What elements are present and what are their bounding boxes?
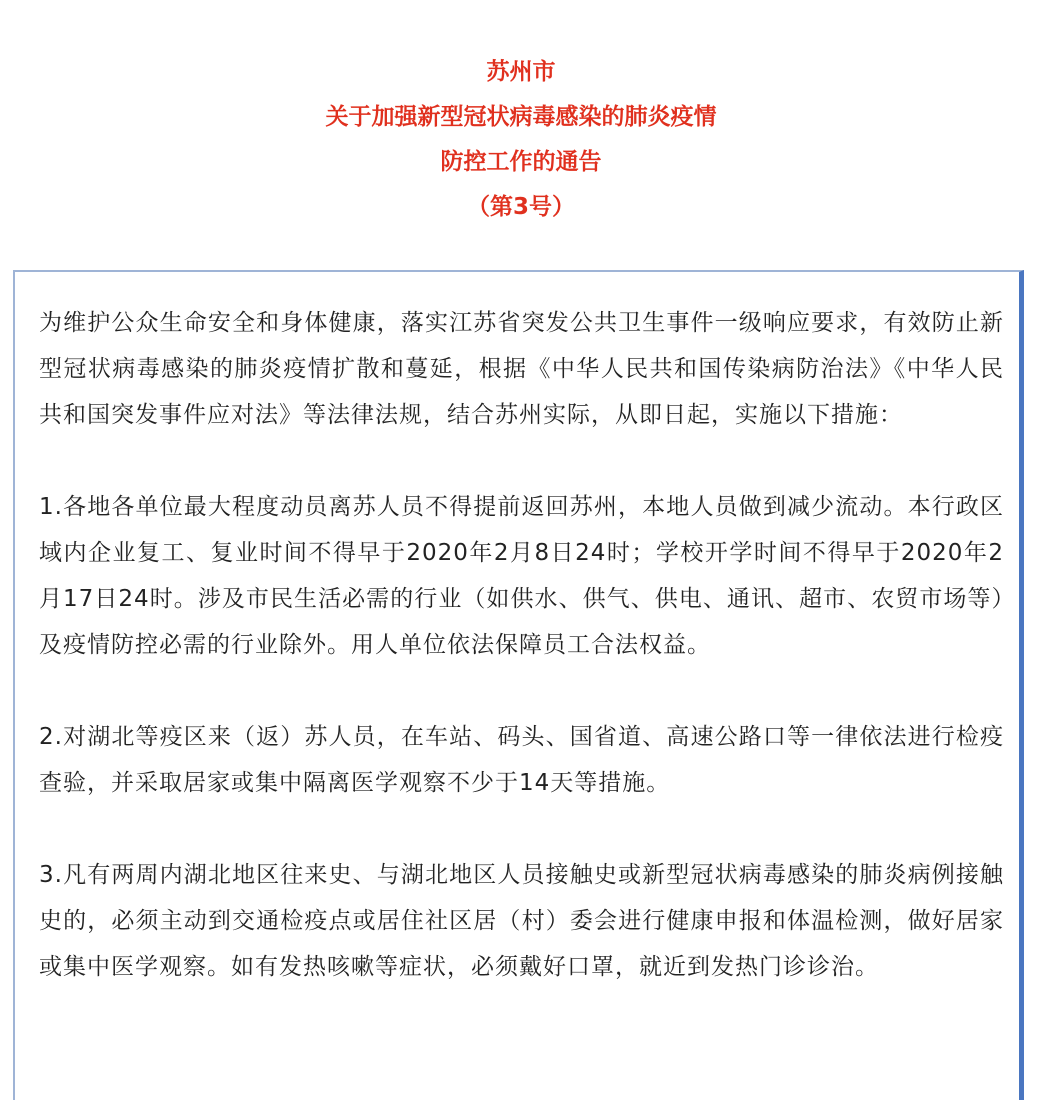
intro-paragraph: 为维护公众生命安全和身体健康，落实江苏省突发公共卫生事件一级响应要求，有效防止新型冠状病毒感染的肺炎疫情扩散和蔓延，根据《中华人民共和国传染病防治法》《中华人民共和国突发事件应对法》等法律法规，结合苏州实际，从即日起，实施以下措施： — [39, 310, 1004, 428]
measure-item-1: 1.各地各单位最大程度动员离苏人员不得提前返回苏州，本地人员做到减少流动。本行政区域内企业复工、复业时间不得早于2020年2月8日24时；学校开学时间不得早于2020年2月17日24时。涉及市民生活必需的行业（如供水、供气、供电、通讯、超市、农贸市场等）及疫情防控必需的行业除外。用人单位依法保障员工合法权益。 — [39, 494, 1004, 658]
notice-title-line2: 防控工作的通告 — [440, 149, 602, 175]
notice-number: （第3号） — [466, 194, 575, 220]
notice-body-box — [13, 270, 1024, 1100]
notice-header — [0, 50, 1042, 230]
measure-item-2: 2.对湖北等疫区来（返）苏人员，在车站、码头、国省道、高速公路口等一律依法进行检疫查验，并采取居家或集中隔离医学观察不少于14天等措施。 — [39, 724, 1004, 796]
notice-content — [39, 300, 1004, 1036]
notice-title-line1: 关于加强新型冠状病毒感染的肺炎疫情 — [325, 104, 717, 130]
notice-city: 苏州市 — [486, 59, 556, 85]
measure-item-3: 3.凡有两周内湖北地区往来史、与湖北地区人员接触史或新型冠状病毒感染的肺炎病例接触史的，必须主动到交通检疫点或居住社区居（村）委会进行健康申报和体温检测，做好居家或集中医学观察。如有发热咳嗽等症状，必须戴好口罩，就近到发热门诊诊治。 — [39, 862, 1004, 980]
